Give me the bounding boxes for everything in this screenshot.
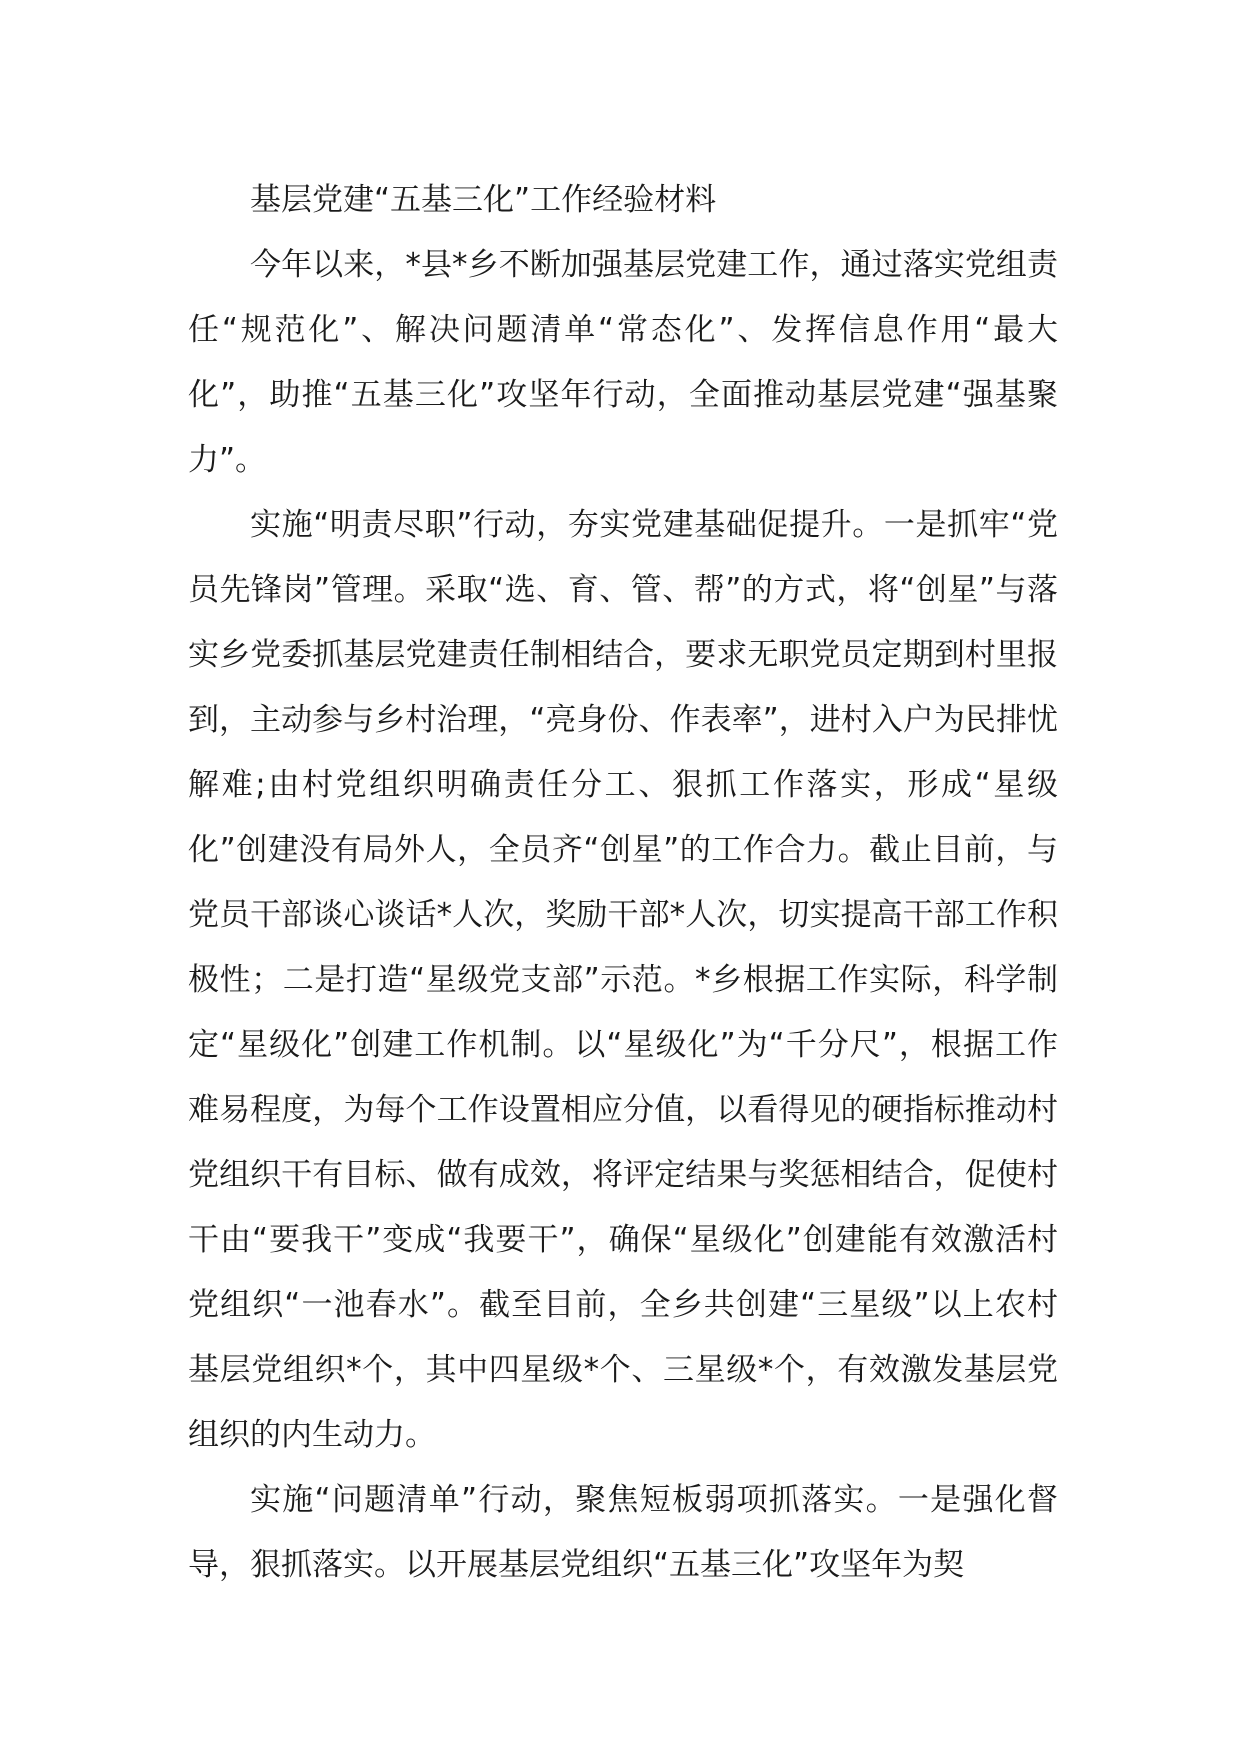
document-title: 基层党建“五基三化”工作经验材料 bbox=[250, 182, 717, 218]
document-body bbox=[188, 168, 1058, 1598]
paragraph-intro: 今年以来，*县*乡不断加强基层党建工作，通过落实党组责任“规范化”、解决问题清单“常态化”、发挥信息作用“最大化”，助推“五基三化”攻坚年行动，全面推动基层党建“强基聚力”。 bbox=[188, 247, 1058, 478]
paragraph-problem-list-action: 实施“问题清单”行动，聚焦短板弱项抓落实。一是强化督导，狠抓落实。以开展基层党组织“五基三化”攻坚年为契 bbox=[188, 1482, 1058, 1583]
paragraph-responsibility-action: 实施“明责尽职”行动，夯实党建基础促提升。一是抓牢“党员先锋岗”管理。采取“选、育、管、帮”的方式，将“创星”与落实乡党委抓基层党建责任制相结合，要求无职党员定期到村里报到，主动参与乡村治理，“亮身份、作表率”，进村入户为民排忧解难;由村党组织明确责任分工、狠抓工作落实，形成“星级化”创建没有局外人，全员齐“创星”的工作合力。截止目前，与党员干部谈心谈话*人次，奖励干部*人次，切实提高干部工作积极性；二是打造“星级党支部”示范。*乡根据工作实际，科学制定“星级化”创建工作机制。以“星级化”为“千分尺”，根据工作难易程度，为每个工作设置相应分值，以看得见的硬指标推动村党组织干有目标、做有成效，将评定结果与奖惩相结合，促使村干由“要我干”变成“我要干”，确保“星级化”创建能有效激活村党组织“一池春水”。截至目前，全乡共创建“三星级”以上农村基层党组织*个，其中四星级*个、三星级*个，有效激发基层党组织的内生动力。 bbox=[188, 507, 1058, 1453]
